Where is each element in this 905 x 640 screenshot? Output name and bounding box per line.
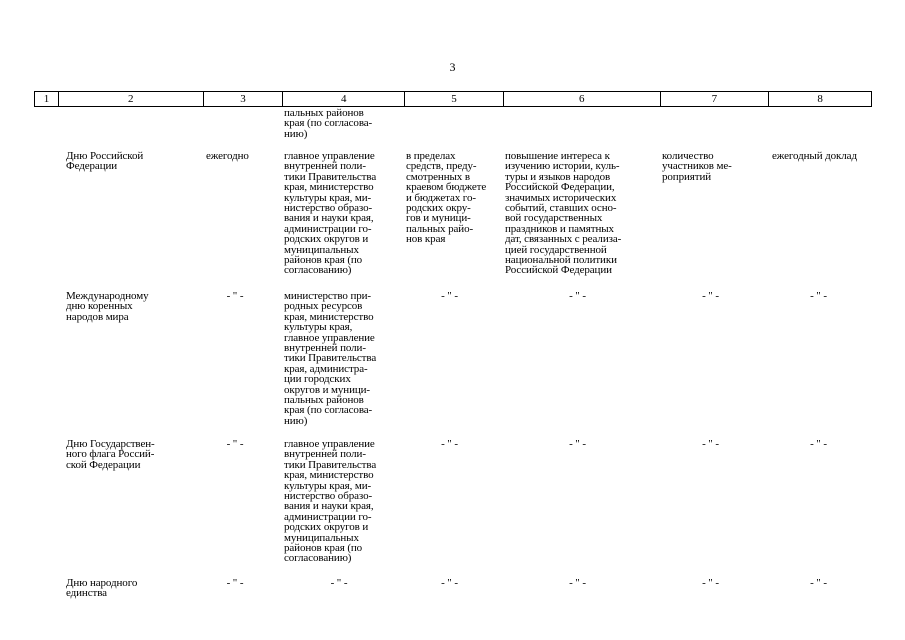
responsible-executors: главное управление внутренней поли- тики Правительства края, министерство культуры края, ми- нистерство образо- вания и науки края, администрации го- родских округов и муниципальных районов края (по согласованию) (284, 150, 377, 277)
deadline: - " - (226, 577, 244, 589)
expected-result: - " - (569, 290, 586, 302)
column-number-header (34, 91, 872, 107)
column-header-2: 2 (59, 92, 204, 106)
expected-result: повышение интереса к изучению истории, куль- туры и языков народов Российской Федерации, значимых исторических событий, ставших осно- вой государственных праздников и памятных дат, связанных с реализа- цией государственной национальной политики Российской Федерации (505, 150, 622, 277)
report-form: - " - (810, 438, 827, 450)
responsible-executors: министерство при- родных ресурсов края, министерство культуры края, главное управление внутренней поли- тики Правительства края, администра- ции городских округов и муници- пальных районов края (по согласова- нию) (284, 290, 377, 427)
responsible-executors: главное управление внутренней поли- тики Правительства края, министерство культуры края, ми- нистерство образо- вания и науки края, администрации го- родских округов и муниципальных районов края (по согласованию) (284, 438, 377, 565)
deadline: ежегодно (206, 150, 249, 162)
indicator: - " - (702, 577, 719, 589)
expected-result: - " - (569, 577, 586, 589)
event-name: Дню Государствен- ного флага Россий- ской Федерации (66, 438, 155, 471)
indicator: - " - (702, 438, 719, 450)
column-header-4: 4 (283, 92, 405, 106)
report-form: ежегодный доклад (772, 150, 857, 162)
event-name: Дню народного единства (66, 577, 138, 600)
column-header-3: 3 (204, 92, 284, 106)
funding-source: - " - (441, 290, 458, 302)
event-name: Международному дню коренных народов мира (66, 290, 149, 323)
continued-responsible-text: пальных районов края (по согласова- нию) (284, 107, 373, 140)
funding-source: в пределах средств, преду- смотренных в краевом бюджете и бюджетах го- родских окру- гов и муници- пальных райо- нов края (406, 150, 487, 246)
column-header-1: 1 (35, 92, 59, 106)
expected-result: - " - (569, 438, 586, 450)
report-form: - " - (810, 577, 827, 589)
event-name: Дню Российской Федерации (66, 150, 144, 173)
funding-source: - " - (441, 577, 458, 589)
column-header-8: 8 (817, 93, 823, 105)
funding-source: - " - (441, 438, 458, 450)
column-header-6: 6 (504, 92, 661, 106)
deadline: - " - (226, 290, 244, 302)
indicator: - " - (702, 290, 719, 302)
report-form: - " - (810, 290, 827, 302)
deadline: - " - (226, 438, 244, 450)
column-header-5: 5 (405, 92, 504, 106)
page-number: 3 (449, 60, 456, 74)
responsible-executors: - " - (330, 577, 348, 589)
indicator: количество участников ме- роприятий (662, 150, 732, 183)
column-header-7: 7 (661, 92, 770, 106)
